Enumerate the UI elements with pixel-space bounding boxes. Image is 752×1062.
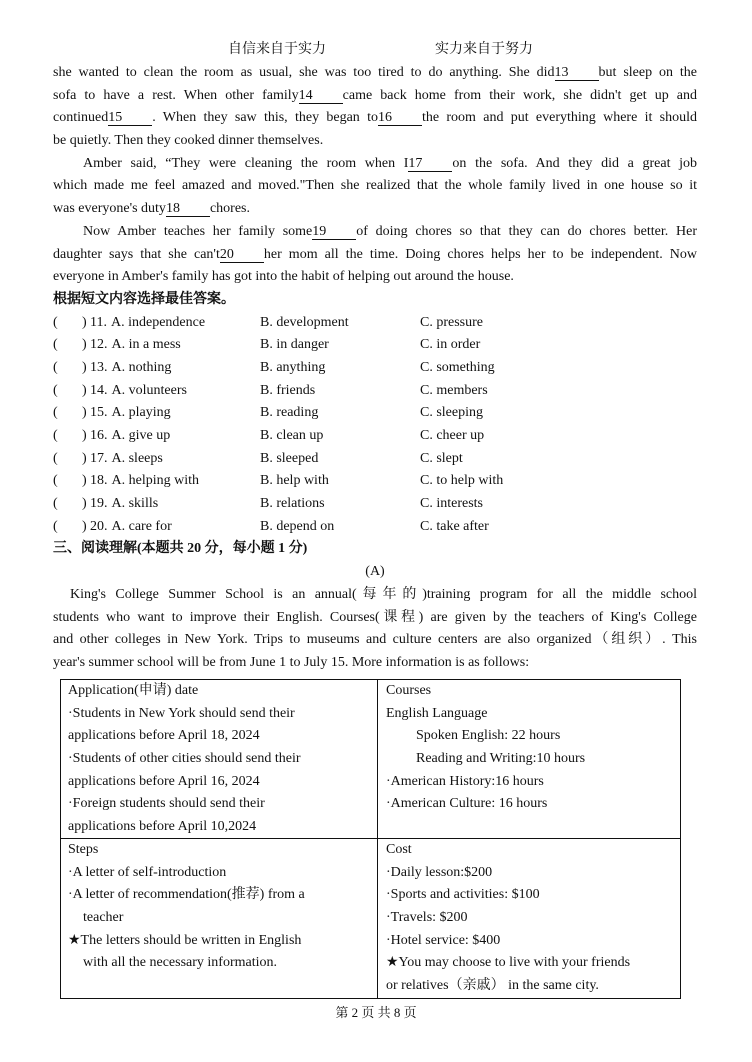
option-c: C. something [420,359,495,375]
cloze-paragraph [53,153,697,221]
option-a: A. give up [111,428,171,443]
question-number: 15. [90,405,108,421]
cloze-text: on the sofa. And they did a great job [452,155,698,171]
reading-line [53,607,697,630]
answer-paren-open: ( [53,450,58,466]
cell-line: teacher [83,910,124,926]
option-a-group [90,470,199,493]
question-15 [53,402,697,425]
blank-19: 19 [312,224,356,240]
reading-paragraph [53,584,697,675]
answer-paren-close: ) [82,518,87,534]
cloze-text: continued [53,110,109,126]
courses-cell [378,680,680,839]
question-number: 14. [90,382,108,398]
cell-line: Spoken English: 22 hours [416,728,561,744]
cell-heading: Courses [386,683,432,698]
question-number: 17. [90,450,108,466]
option-a: A. volunteers [111,382,187,398]
cloze-line [53,130,697,153]
cloze-paragraph [53,221,697,289]
answer-paren-close: ) [82,405,87,421]
option-a: A. nothing [111,359,172,375]
option-c: C. cheer up [420,428,485,443]
option-a-group [90,312,205,335]
cell-line: applications before April 10,2024 [68,819,257,835]
cell-line: ·American History:16 hours [386,773,544,789]
option-c: C. slept [420,450,463,466]
cloze-text: . When they saw this, they began to [152,110,378,126]
option-a-group [90,380,187,403]
answer-paren-close: ) [82,382,87,398]
cloze-line [53,85,697,108]
cell-subheading: English Language [386,705,488,721]
option-b: B. development [260,314,349,330]
cell-line: ·Students in New York should send their [68,705,295,721]
cloze-line [53,266,697,289]
option-a: A. care for [111,518,172,534]
answer-paren-close: ) [82,359,87,375]
cloze-line [53,62,697,85]
cloze-text: chores. [209,201,250,217]
question-14 [53,380,697,403]
cell-line: ★The letters should be written in English [68,932,302,948]
answer-paren-open: ( [53,405,58,421]
cell-line: or relatives（亲戚） in the same city. [386,978,599,994]
option-a: A. helping with [111,473,199,489]
answer-paren-close: ) [82,428,87,443]
blank-13: 13 [555,65,599,81]
answer-paren-open: ( [53,496,58,512]
cloze-text: which made me feel amazed and moved."Then she realized that the whole family lived in one house so it [53,178,697,194]
cell-line: ·Sports and activities: $100 [386,887,540,903]
option-a: A. in a mess [111,337,181,353]
answer-paren-open: ( [53,359,58,375]
passage-part-label: (A) [365,564,385,580]
question-11 [53,312,697,335]
reading-text: year's summer school will be from June 1 to July 15. More information is as follows: [53,654,530,670]
reading-line [53,629,697,652]
question-number: 12. [90,337,108,353]
cloze-text: was everyone's duty [53,201,166,217]
cell-line: ·A letter of recommendation(推荐) from a [68,887,305,903]
option-b: B. help with [260,473,329,489]
cloze-passage [53,62,697,289]
question-20 [53,516,697,539]
reading-text: and other colleges in New York. Trips to museums and culture centers are also organized（组织）. This [53,632,697,648]
answer-paren-open: ( [53,473,58,489]
steps-cell [61,839,378,998]
cell-heading: Application(申请) date [68,683,199,698]
reading-line [53,584,697,607]
cell-line: ·Travels: $200 [386,910,468,926]
answer-paren-close: ) [82,473,87,489]
cell-line: ·A letter of self-introduction [68,864,227,880]
question-number: 16. [90,428,108,443]
option-c: C. pressure [420,314,483,330]
question-number: 11. [90,314,107,330]
section-title: 三、阅读理解(本题共 20 分，每小题 1 分) [53,541,308,557]
cloze-paragraph [53,62,697,153]
reading-text: King's College Summer School is an annual(每年的)training program for all the middle school [70,586,697,602]
cell-line: ·Daily lesson:$200 [386,864,493,880]
page-number: 第 2 页 共 8 页 [335,1005,417,1020]
option-c: C. take after [420,518,489,534]
question-19 [53,493,697,516]
question-18 [53,470,697,493]
option-a: A. sleeps [111,450,163,466]
blank-18: 18 [166,201,210,217]
question-number: 20. [90,518,108,534]
option-a: A. playing [111,405,171,421]
application-date-cell [61,680,378,839]
cloze-text: sofa to have a rest. When other family [53,87,299,103]
option-b: B. depend on [260,518,335,534]
option-b: B. anything [260,359,326,375]
cell-line: applications before April 18, 2024 [68,728,260,744]
option-a: A. independence [110,314,206,330]
cloze-text: everyone in Amber's family has got into the habit of helping out around the house. [53,269,514,285]
cell-line: Reading and Writing:10 hours [416,751,586,767]
cloze-line [53,107,697,130]
cloze-text: she wanted to clean the room as usual, she was too tired to do anything. She did [53,65,555,80]
question-number: 18. [90,473,108,489]
answer-paren-close: ) [82,496,87,512]
question-number: 13. [90,359,108,375]
header-motto-left: 自信来自于实力 [228,42,326,57]
cloze-line [53,198,697,221]
cell-line: ·Hotel service: $400 [386,932,501,948]
reading-line [53,652,697,675]
header-motto-right: 实力来自于努力 [435,42,533,57]
option-a: A. skills [111,496,159,512]
content-flow [53,62,697,675]
answer-paren-open: ( [53,314,58,330]
reading-passage-a [53,584,697,675]
cloze-line [53,175,697,198]
cloze-line [53,153,697,176]
cloze-text: but sleep on the [598,65,697,80]
answer-paren-open: ( [53,518,58,534]
cloze-line [53,221,697,244]
blank-14: 14 [299,88,343,104]
option-a-group [90,425,170,448]
cloze-text: daughter says that she can't [53,246,220,262]
option-b: B. relations [260,496,325,512]
cell-line: applications before April 16, 2024 [68,773,260,789]
cell-line: with all the necessary information. [83,955,277,971]
question-17 [53,448,697,471]
option-b: B. friends [260,382,316,398]
question-13 [53,357,697,380]
cloze-options [53,312,697,539]
option-a-group [90,516,172,539]
cell-line: ·American Culture: 16 hours [386,796,548,812]
cloze-text: Now Amber teaches her family some [83,223,313,239]
cloze-text: of doing chores so that they can do chores better. Her [356,223,697,239]
cloze-text: her mom all the time. Doing chores helps her to be independent. Now [263,246,697,262]
option-c: C. to help with [420,473,504,489]
cell-heading: Cost [386,842,412,857]
summer-school-info-table [60,679,681,999]
answer-paren-open: ( [53,382,58,398]
question-number: 19. [90,496,108,512]
cell-line: ★You may choose to live with your friends [386,955,631,971]
answer-paren-close: ) [82,314,87,330]
cloze-text: Amber said, “They were cleaning the room when I [83,155,409,171]
answer-paren-close: ) [82,337,87,353]
option-b: B. clean up [260,428,324,443]
cloze-text: be quietly. Then they cooked dinner themselves. [53,133,324,149]
blank-15: 15 [108,110,152,126]
cloze-instruction: 根据短文内容选择最佳答案。 [53,291,235,307]
option-a-group [90,493,158,516]
reading-text: students who want to improve their English. Courses(课程) are given by the teachers of King's College [53,609,697,625]
option-c: C. in order [420,337,481,353]
cell-line: ·Foreign students should send their [68,796,265,812]
answer-paren-close: ) [82,450,87,466]
option-a-group [90,402,171,425]
question-16 [53,425,697,448]
answer-paren-open: ( [53,337,58,353]
cloze-text: came back home from their work, she didn't get up and [342,87,697,103]
option-c: C. members [420,382,488,398]
cell-heading: Steps [68,842,99,857]
blank-20: 20 [220,247,264,263]
option-c: C. sleeping [420,405,483,421]
answer-paren-open: ( [53,428,58,443]
option-b: B. sleeped [260,450,319,466]
cloze-line [53,244,697,267]
option-a-group [90,448,163,471]
cloze-text: the room and put everything where it should [421,110,697,126]
option-a-group [90,334,181,357]
option-b: B. reading [260,405,319,421]
cell-line: ·Students of other cities should send their [68,751,301,767]
cost-cell [378,839,680,998]
blank-16: 16 [378,110,422,126]
option-b: B. in danger [260,337,329,353]
blank-17: 17 [408,156,452,172]
question-12 [53,334,697,357]
option-c: C. interests [420,496,483,512]
option-a-group [90,357,171,380]
